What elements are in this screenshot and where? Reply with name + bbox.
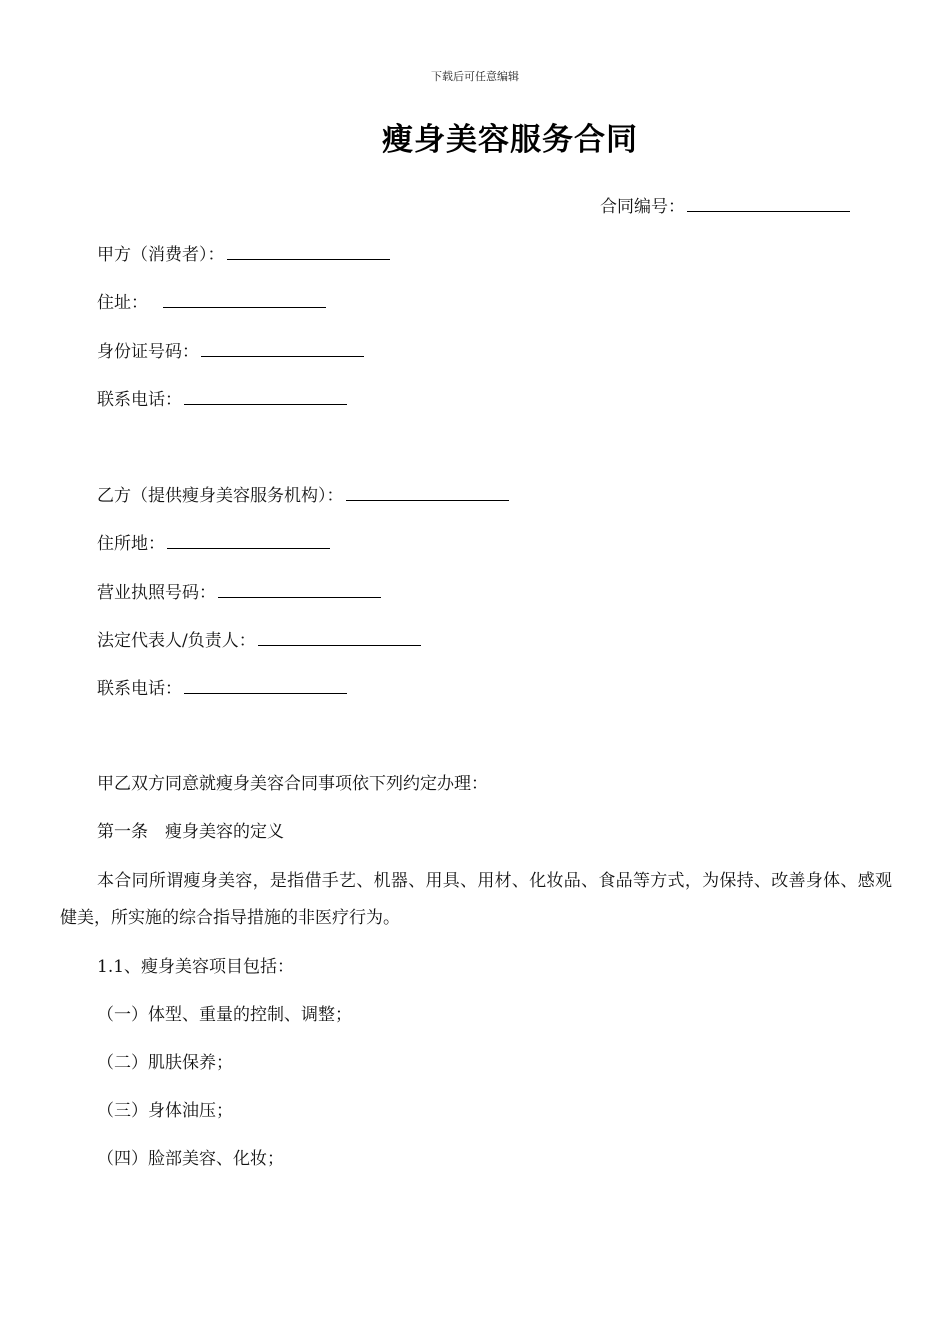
party-a-id-row — [97, 338, 364, 364]
contract-number-row — [600, 193, 850, 219]
party-b-name-row — [97, 482, 509, 508]
party-a-phone-row — [97, 386, 347, 412]
header-note: 下载后可任意编辑 — [431, 70, 519, 83]
party-a-name-field[interactable] — [227, 241, 390, 260]
party-b-address-field[interactable] — [167, 530, 330, 549]
party-a-address-label: 住址： — [97, 293, 148, 313]
clause-1-1: 1.1、瘦身美容项目包括： — [97, 957, 295, 977]
party-a-id-label: 身份证号码： — [97, 342, 199, 362]
party-b-license-field[interactable] — [218, 579, 381, 598]
party-a-phone-label: 联系电话： — [97, 390, 182, 410]
party-b-representative-label: 法定代表人/负责人： — [97, 631, 256, 651]
party-b-license-row — [97, 579, 381, 605]
party-b-phone-field[interactable] — [184, 675, 347, 694]
party-a-phone-field[interactable] — [184, 386, 347, 405]
party-a-name-row — [97, 241, 390, 267]
agreement-statement: 甲乙双方同意就瘦身美容合同事项依下列约定办理： — [97, 774, 488, 794]
list-item: （四）脸部美容、化妆； — [97, 1149, 284, 1169]
party-a-name-label: 甲方（消费者）： — [97, 245, 225, 265]
contract-number-label: 合同编号： — [600, 197, 685, 217]
party-b-representative-field[interactable] — [258, 627, 421, 646]
document-title: 瘦身美容服务合同 — [382, 122, 638, 158]
party-b-address-label: 住所地： — [97, 534, 165, 554]
party-b-name-label: 乙方（提供瘦身美容服务机构）： — [97, 486, 344, 506]
party-a-address-field[interactable] — [163, 289, 326, 308]
list-item: （三）身体油压； — [97, 1101, 233, 1121]
party-a-id-field[interactable] — [201, 338, 364, 357]
list-item: （一）体型、重量的控制、调整； — [97, 1005, 352, 1025]
party-b-name-field[interactable] — [346, 482, 509, 501]
list-item: （二）肌肤保养； — [97, 1053, 233, 1073]
party-b-representative-row — [97, 627, 421, 653]
party-b-license-label: 营业执照号码： — [97, 583, 216, 603]
article-1-title: 第一条 瘦身美容的定义 — [97, 822, 284, 842]
party-b-phone-label: 联系电话： — [97, 679, 182, 699]
party-a-address-row — [97, 289, 326, 315]
party-b-phone-row — [97, 675, 347, 701]
contract-number-field[interactable] — [687, 193, 850, 212]
article-1-text: 本合同所谓瘦身美容，是指借手艺、机器、用具、用材、化妆品、食品等方式，为保持、改善身体、感观健美，所实施的综合指导措施的非医疗行为。 — [60, 871, 892, 928]
party-b-address-row — [97, 530, 330, 556]
